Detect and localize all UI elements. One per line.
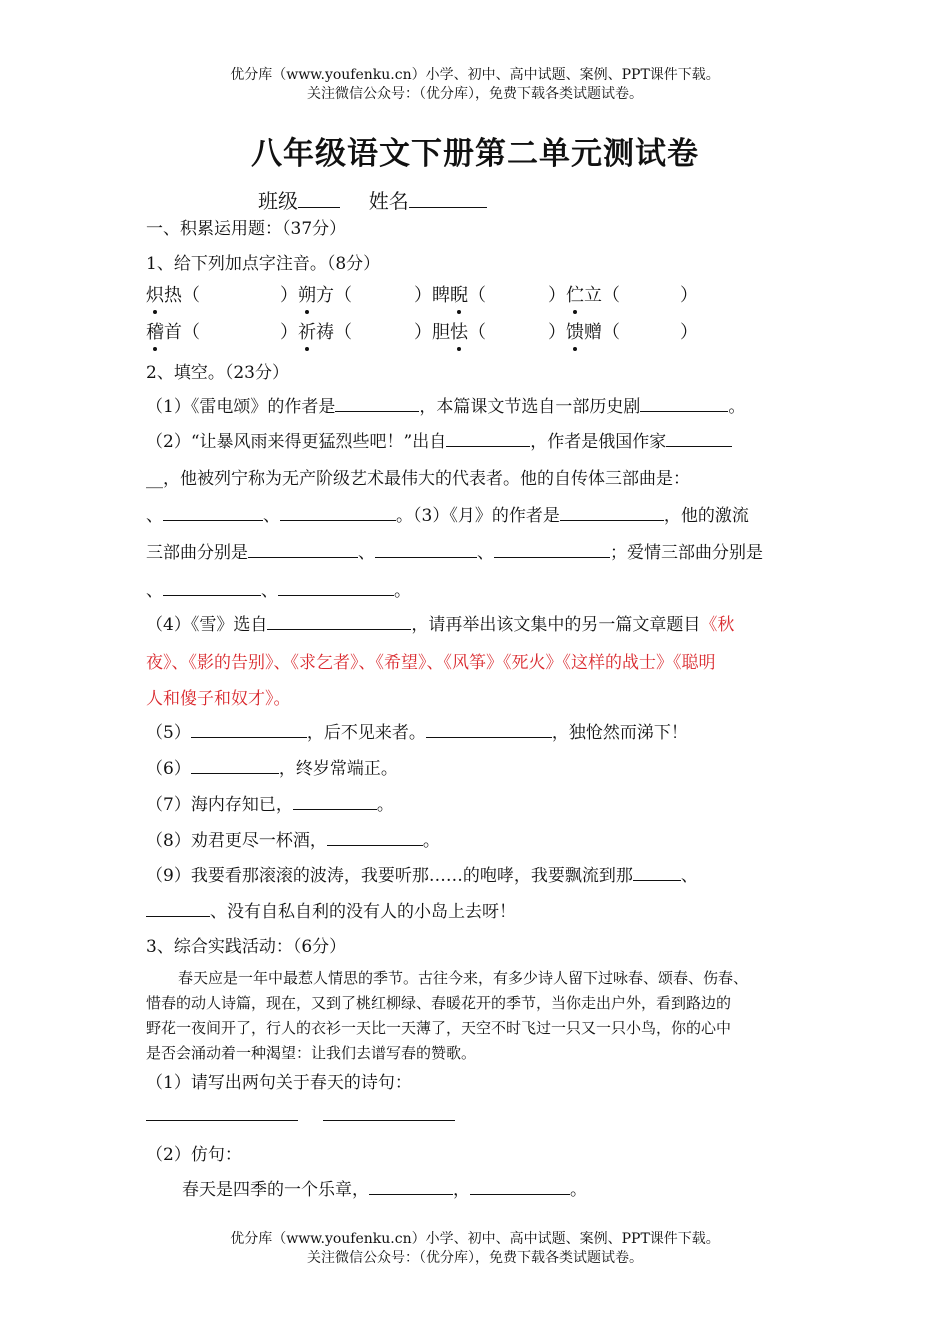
q2-line-14: （9）我要看那滚滚的波涛，我要听那……的咆哮，我要飘流到那 、 bbox=[146, 866, 698, 886]
q3-sub-1: （1）请写出两句关于春天的诗句： bbox=[146, 1073, 412, 1093]
q2-line-7: （4）《雪》选自 ，请再举出该文集中的另一篇文章题目《秋 bbox=[146, 615, 735, 635]
answer-blank[interactable] bbox=[375, 541, 477, 558]
q2-line-15: 、没有自私自利的没有人的小岛上去呀！ bbox=[146, 897, 516, 922]
q2-line-5: 三部曲分别是 、 、 ；爱情三部曲分别是 bbox=[146, 543, 763, 563]
q2-line-10: （5） ，后不见来者。 ，独怆然而涕下！ bbox=[146, 723, 688, 743]
q3-sub-2: （2）仿句： bbox=[146, 1145, 242, 1165]
answer-blank[interactable] bbox=[640, 395, 728, 412]
answer-blank[interactable] bbox=[323, 1104, 455, 1121]
q2-line-11: （6） ，终岁常端正。 bbox=[146, 759, 398, 779]
q3-heading: 3、综合实践活动：（6分） bbox=[146, 937, 347, 957]
pinyin-item: ）伫立（ bbox=[548, 281, 620, 307]
answer-blank[interactable] bbox=[191, 721, 307, 738]
answer-blank[interactable] bbox=[191, 757, 279, 774]
answer-blank[interactable] bbox=[280, 504, 396, 521]
student-info bbox=[258, 185, 487, 214]
answer-blank[interactable] bbox=[267, 613, 411, 630]
q2-line-3: __，他被列宁称为无产阶级艺术最伟大的代表者。他的自传体三部曲是： bbox=[146, 469, 690, 489]
header-line-2: 关注微信公众号：（优分库），免费下载各类试题试卷。 bbox=[307, 86, 643, 102]
q3-paragraph-line-2: 惜春的动人诗篇，现在，又到了桃红柳绿、春暖花开的季节，当你走出户外，看到路边的 bbox=[146, 994, 732, 1012]
pinyin-item: ）胆怯（ bbox=[414, 318, 486, 344]
header-line-1: 优分库（www.youfenku.cn）小学、初中、高中试题、案例、PPT课件下载。 bbox=[230, 67, 720, 83]
page-title: 八年级语文下册第二单元测试卷 bbox=[251, 136, 699, 172]
footer-line-1: 优分库（www.youfenku.cn）小学、初中、高中试题、案例、PPT课件下载。 bbox=[230, 1231, 720, 1247]
answer-blank[interactable] bbox=[163, 504, 263, 521]
q2-heading: 2、填空。（23分） bbox=[146, 363, 289, 383]
pinyin-item: ）馈赠（ bbox=[548, 318, 620, 344]
pinyin-item: 稽首（ bbox=[146, 318, 200, 344]
q1-heading: 1、给下列加点字注音。（8分） bbox=[146, 254, 381, 274]
answer-blank[interactable] bbox=[633, 864, 681, 881]
class-blank[interactable] bbox=[298, 189, 340, 208]
answer-blank[interactable] bbox=[335, 395, 419, 412]
pinyin-item: ）祈祷（ bbox=[280, 318, 352, 344]
answer-blank[interactable] bbox=[666, 430, 732, 447]
q3-paragraph-line-1: 春天应是一年中最惹人情思的季节。古往今来，有多少诗人留下过咏春、颂春、伤春、 bbox=[178, 969, 749, 987]
class-label: 班级 bbox=[258, 189, 298, 213]
q2-line-12: （7）海内存知已， 。 bbox=[146, 795, 394, 815]
q3-paragraph-line-3: 野花一夜间开了，行人的衣衫一天比一天薄了，天空不时飞过一只又一只小鸟，你的心中 bbox=[146, 1019, 732, 1037]
answer-blank[interactable] bbox=[560, 504, 664, 521]
q2-answer-red-1: 夜》、《影的告别》、《求乞者》、《希望》、《风筝》《死火》《这样的战士》《聪明 bbox=[146, 653, 716, 673]
q2-line-2: （2）“让暴风雨来得更猛烈些吧！”出自 ，作者是俄国作家 bbox=[146, 427, 732, 452]
section-1-heading: 一、积累运用题：（37分） bbox=[146, 219, 347, 239]
pinyin-item: ）睥睨（ bbox=[414, 281, 486, 307]
answer-blank[interactable] bbox=[163, 579, 261, 596]
answer-blank[interactable] bbox=[146, 1104, 298, 1121]
name-blank[interactable] bbox=[409, 189, 487, 208]
pinyin-item: ）朔方（ bbox=[280, 281, 352, 307]
answer-blank[interactable] bbox=[248, 541, 358, 558]
answer-blank[interactable] bbox=[369, 1178, 453, 1195]
q2-line-4: 、 、 。（3）《月》的作者是 ，他的激流 bbox=[146, 506, 749, 526]
answer-blank[interactable] bbox=[278, 579, 394, 596]
q3-example: 春天是四季的一个乐章， ， 。 bbox=[182, 1180, 587, 1200]
q3-paragraph-line-4: 是否会涌动着一种渴望：让我们去谱写春的赞歌。 bbox=[146, 1044, 477, 1062]
answer-blank[interactable] bbox=[146, 900, 210, 917]
answer-blank[interactable] bbox=[426, 721, 552, 738]
q2-line-13: （8）劝君更尽一杯酒， 。 bbox=[146, 831, 440, 851]
answer-blank[interactable] bbox=[293, 793, 377, 810]
q2-answer-red-2: 人和傻子和奴才》。 bbox=[146, 689, 291, 709]
q2-line-6: 、 、 。 bbox=[146, 581, 411, 601]
footer-line-2: 关注微信公众号：（优分库），免费下载各类试题试卷。 bbox=[307, 1250, 643, 1266]
q3-poem-blanks bbox=[146, 1104, 455, 1126]
answer-blank[interactable] bbox=[327, 829, 423, 846]
q2-line-1: （1）《雷电颂》的作者是 ，本篇课文节选自一部历史剧 。 bbox=[146, 397, 746, 417]
answer-blank[interactable] bbox=[470, 1178, 570, 1195]
answer-blank[interactable] bbox=[446, 430, 530, 447]
name-label: 姓名 bbox=[368, 189, 409, 213]
answer-blank[interactable] bbox=[494, 541, 610, 558]
pinyin-item: 炽热（ bbox=[146, 281, 200, 307]
